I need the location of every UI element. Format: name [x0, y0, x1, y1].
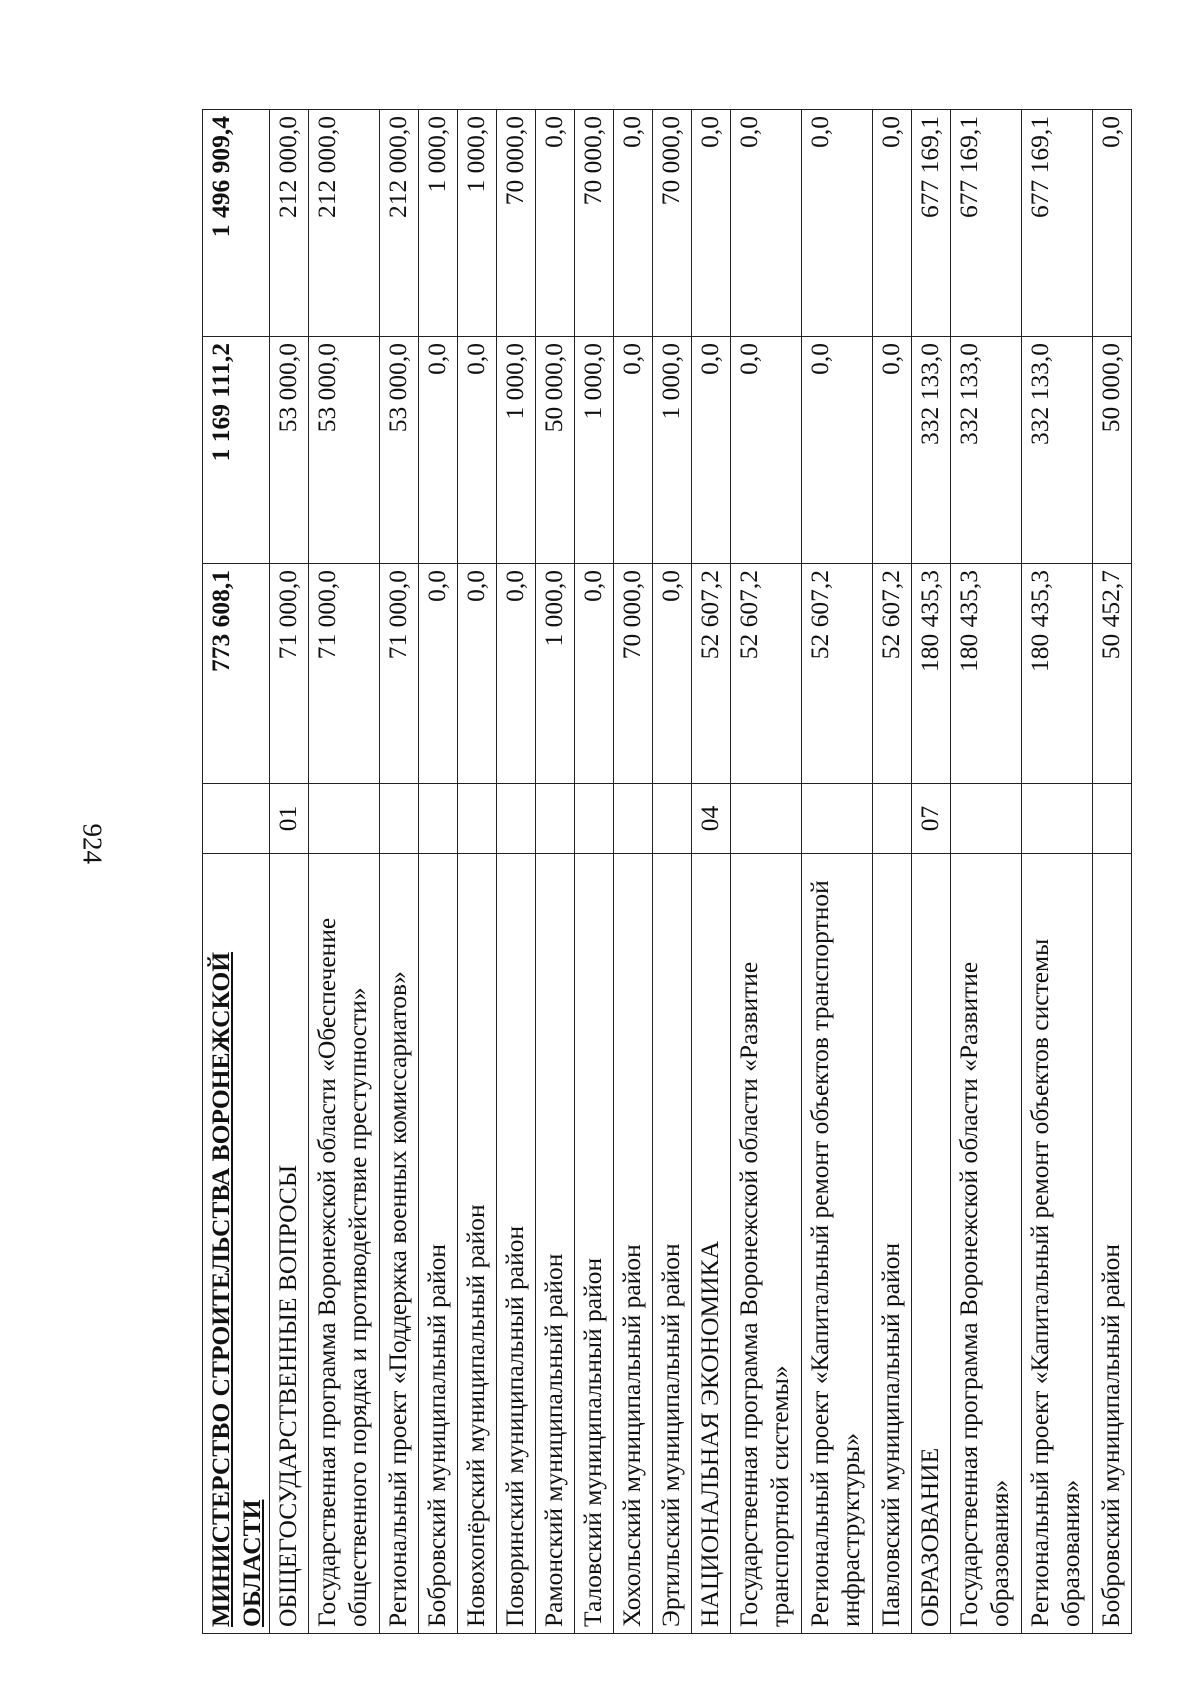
value-year3-cell: 70 000,0 [497, 110, 536, 337]
row-name-cell: Поворинский муниципальный район [497, 854, 536, 1634]
section-code-cell [731, 784, 802, 854]
section-code-cell: 04 [692, 784, 731, 854]
value-year3-cell: 70 000,0 [653, 110, 692, 337]
value-year2-cell: 1 000,0 [497, 337, 536, 564]
value-year1-cell: 773 608,1 [203, 564, 270, 784]
table-row [575, 110, 614, 1634]
value-year3-cell: 70 000,0 [575, 110, 614, 337]
value-year1-cell: 180 435,3 [912, 564, 951, 784]
value-year2-cell: 0,0 [802, 337, 873, 564]
section-code-cell [575, 784, 614, 854]
value-year3-cell: 0,0 [1093, 110, 1132, 337]
value-year3-cell: 0,0 [536, 110, 575, 337]
row-name-cell: Государственная программа Воронежской области «Обеспечение общественного порядка и противодействие преступности» [309, 854, 380, 1634]
value-year3-cell: 212 000,0 [270, 110, 309, 337]
value-year2-cell: 332 133,0 [912, 337, 951, 564]
value-year2-cell: 1 000,0 [575, 337, 614, 564]
table-row [270, 110, 309, 1634]
value-year3-cell: 212 000,0 [380, 110, 419, 337]
value-year2-cell: 0,0 [731, 337, 802, 564]
value-year3-cell: 1 000,0 [458, 110, 497, 337]
value-year1-cell: 52 607,2 [731, 564, 802, 784]
value-year1-cell: 1 000,0 [536, 564, 575, 784]
value-year2-cell: 0,0 [692, 337, 731, 564]
row-name-cell: Бобровский муниципальный район [1093, 854, 1132, 1634]
value-year1-cell: 52 607,2 [873, 564, 912, 784]
table-row [692, 110, 731, 1634]
section-code-cell [1022, 784, 1093, 854]
row-name-cell: Новохопёрский муниципальный район [458, 854, 497, 1634]
value-year1-cell: 70 000,0 [614, 564, 653, 784]
value-year1-cell: 180 435,3 [1022, 564, 1093, 784]
section-code-cell [203, 784, 270, 854]
row-name-cell: Хохольский муниципальный район [614, 854, 653, 1634]
page-number: 924 [77, 823, 108, 864]
value-year2-cell: 332 133,0 [1022, 337, 1093, 564]
value-year2-cell: 332 133,0 [951, 337, 1022, 564]
rotated-table-container [202, 110, 1125, 1634]
table-row [1022, 110, 1093, 1634]
value-year2-cell: 0,0 [458, 337, 497, 564]
section-code-cell [458, 784, 497, 854]
row-name-cell: МИНИСТЕРСТВО СТРОИТЕЛЬСТВА ВОРОНЕЖСКОЙ ОБЛАСТИ [203, 854, 270, 1634]
row-name-cell: Государственная программа Воронежской области «Развитие транспортной системы» [731, 854, 802, 1634]
value-year1-cell: 71 000,0 [270, 564, 309, 784]
value-year1-cell: 71 000,0 [380, 564, 419, 784]
value-year1-cell: 0,0 [575, 564, 614, 784]
value-year2-cell: 53 000,0 [380, 337, 419, 564]
table-row [536, 110, 575, 1634]
value-year3-cell: 0,0 [873, 110, 912, 337]
table-row [203, 110, 270, 1634]
table-row [653, 110, 692, 1634]
section-code-cell [380, 784, 419, 854]
section-code-cell [536, 784, 575, 854]
row-name-cell: ОБРАЗОВАНИЕ [912, 854, 951, 1634]
value-year1-cell: 0,0 [458, 564, 497, 784]
section-code-cell [873, 784, 912, 854]
value-year3-cell: 1 496 909,4 [203, 110, 270, 337]
table-row [873, 110, 912, 1634]
table-row [1093, 110, 1132, 1634]
section-code-cell [419, 784, 458, 854]
table-row [614, 110, 653, 1634]
row-name-cell: Региональный проект «Капитальный ремонт объектов транспортной инфраструктуры» [802, 854, 873, 1634]
row-name-cell: Региональный проект «Поддержка военных комиссариатов» [380, 854, 419, 1634]
table-row [497, 110, 536, 1634]
value-year2-cell: 0,0 [614, 337, 653, 564]
row-name-cell: НАЦИОНАЛЬНАЯ ЭКОНОМИКА [692, 854, 731, 1634]
table-row [912, 110, 951, 1634]
row-name-cell: Эртильский муниципальный район [653, 854, 692, 1634]
section-code-cell: 07 [912, 784, 951, 854]
value-year2-cell: 1 169 111,2 [203, 337, 270, 564]
value-year3-cell: 0,0 [802, 110, 873, 337]
value-year2-cell: 1 000,0 [653, 337, 692, 564]
value-year2-cell: 53 000,0 [309, 337, 380, 564]
budget-table [202, 109, 1132, 1634]
value-year3-cell: 0,0 [731, 110, 802, 337]
value-year3-cell: 0,0 [692, 110, 731, 337]
section-code-cell [1093, 784, 1132, 854]
table-row [731, 110, 802, 1634]
value-year3-cell: 677 169,1 [951, 110, 1022, 337]
value-year3-cell: 1 000,0 [419, 110, 458, 337]
value-year1-cell: 71 000,0 [309, 564, 380, 784]
value-year3-cell: 212 000,0 [309, 110, 380, 337]
table-body [203, 110, 1132, 1634]
row-name-cell: Таловский муниципальный район [575, 854, 614, 1634]
value-year1-cell: 0,0 [419, 564, 458, 784]
row-name-cell: Рамонский муниципальный район [536, 854, 575, 1634]
value-year3-cell: 677 169,1 [912, 110, 951, 337]
value-year2-cell: 0,0 [419, 337, 458, 564]
section-code-cell [951, 784, 1022, 854]
value-year2-cell: 50 000,0 [1093, 337, 1132, 564]
value-year1-cell: 0,0 [653, 564, 692, 784]
section-code-cell [497, 784, 536, 854]
table-row [802, 110, 873, 1634]
section-code-cell [309, 784, 380, 854]
row-name-cell: Государственная программа Воронежской области «Развитие образования» [951, 854, 1022, 1634]
table-row [458, 110, 497, 1634]
table-row [309, 110, 380, 1634]
value-year2-cell: 50 000,0 [536, 337, 575, 564]
value-year3-cell: 677 169,1 [1022, 110, 1093, 337]
row-name-cell: Бобровский муниципальный район [419, 854, 458, 1634]
value-year1-cell: 50 452,7 [1093, 564, 1132, 784]
section-code-cell [614, 784, 653, 854]
table-row [419, 110, 458, 1634]
section-code-cell [653, 784, 692, 854]
value-year2-cell: 0,0 [873, 337, 912, 564]
table-row [951, 110, 1022, 1634]
table-row [380, 110, 419, 1634]
value-year2-cell: 53 000,0 [270, 337, 309, 564]
row-name-cell: Региональный проект «Капитальный ремонт объектов системы образования» [1022, 854, 1093, 1634]
section-code-cell: 01 [270, 784, 309, 854]
row-name-cell: Павловский муниципальный район [873, 854, 912, 1634]
section-code-cell [802, 784, 873, 854]
value-year1-cell: 0,0 [497, 564, 536, 784]
value-year1-cell: 52 607,2 [802, 564, 873, 784]
value-year1-cell: 180 435,3 [951, 564, 1022, 784]
row-name-cell: ОБЩЕГОСУДАРСТВЕННЫЕ ВОПРОСЫ [270, 854, 309, 1634]
value-year3-cell: 0,0 [614, 110, 653, 337]
value-year1-cell: 52 607,2 [692, 564, 731, 784]
